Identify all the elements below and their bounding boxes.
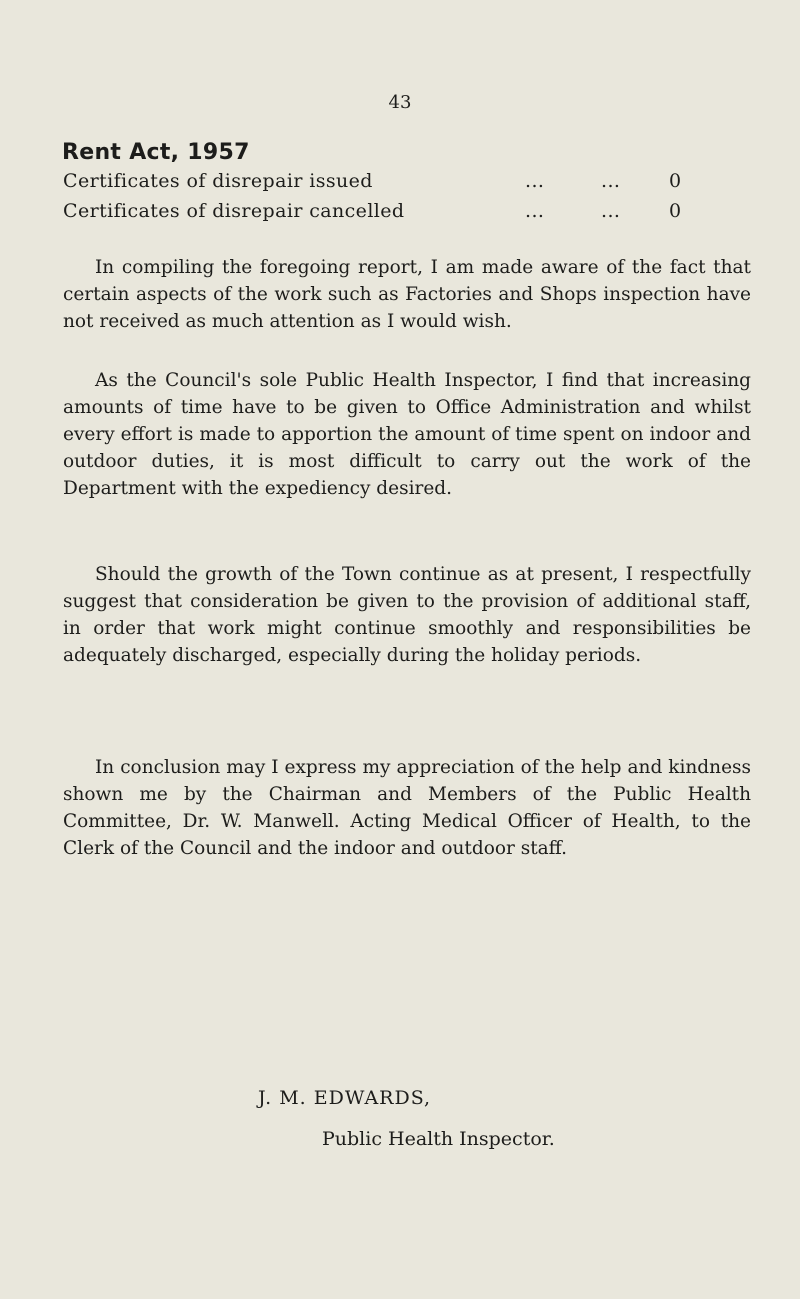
leader-dots: ... (601, 170, 621, 192)
paragraph-report-compiling: In compiling the foregoing report, I am made aware of the fact that certain aspects of the work such as Factories and Shops inspection have not received as much attention as I would wish. (63, 257, 751, 332)
leader-dots: ... (525, 200, 545, 222)
signature-name: J. M. EDWARDS, (258, 1087, 432, 1109)
certificate-label: Certificates of disrepair cancelled (63, 200, 405, 222)
certificate-count: 0 (669, 170, 682, 192)
paragraph-conclusion: In conclusion may I express my appreciation of the help and kindness shown me by the Chairman and Members of the Public Health Committee, Dr. W. Manwell. Acting Medical Officer of Health, to the Clerk of the Council and the indoor and outdoor staff. (63, 757, 751, 859)
leader-dots: ... (525, 170, 545, 192)
signature-title: Public Health Inspector. (322, 1128, 555, 1150)
certificate-count: 0 (669, 200, 682, 222)
certificate-label: Certificates of disrepair issued (63, 170, 373, 192)
paragraph-council-inspector: As the Council's sole Public Health Inspector, I find that increasing amounts of time have to be given to Office Administration and whilst every effort is made to apportion the amount of time spent on indoor and outdoor duties, it is most difficult to carry out the work of the Department with the expediency desired. (63, 370, 751, 499)
section-heading: Rent Act, 1957 (62, 140, 250, 165)
paragraph-town-growth: Should the growth of the Town continue as at present, I respectfully suggest that consideration be given to the provision of additional staff, in order that work might continue smoothly and responsibilities be adequately discharged, especially during the holiday periods. (63, 564, 751, 666)
page-number: 43 (388, 92, 412, 113)
leader-dots: ... (601, 200, 621, 222)
